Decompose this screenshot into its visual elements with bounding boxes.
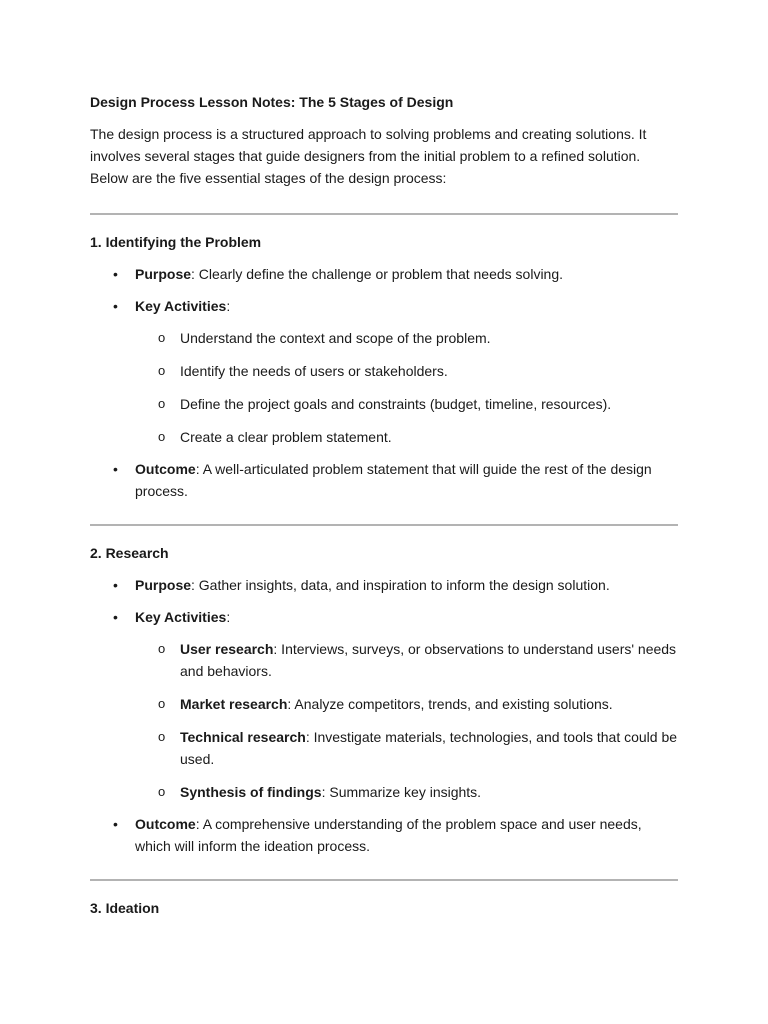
section-divider — [90, 879, 678, 881]
document-page — [90, 91, 678, 941]
activities-suffix: : — [226, 298, 231, 314]
purpose-text: : Clearly define the challenge or problem that needs solving. — [191, 266, 564, 282]
outcome-label: Outcome — [135, 816, 196, 832]
activity-text: : Interviews, surveys, or observations to understand users' needs and behaviors. — [180, 641, 677, 679]
bullet-icon: • — [113, 461, 118, 477]
outcome-text: : A comprehensive understanding of the problem space and user needs, which will inform the ideation process. — [135, 816, 642, 854]
section-identifying-problem — [90, 231, 678, 502]
circle-bullet-icon: o — [158, 729, 166, 744]
bullet-list — [90, 574, 678, 857]
list-item — [135, 426, 678, 448]
bullet-icon: • — [113, 266, 118, 282]
outcome-text: : A well-articulated problem statement that will guide the rest of the design process. — [135, 461, 652, 499]
document-title: Design Process Lesson Notes: The 5 Stages of Design — [90, 94, 454, 110]
activity-label: Synthesis of findings — [180, 784, 322, 800]
activity-text: Define the project goals and constraints (budget, timeline, resources). — [180, 396, 612, 412]
bullet-icon: • — [113, 816, 118, 832]
outcome-label: Outcome — [135, 461, 196, 477]
activity-text: : Investigate materials, technologies, and tools that could be used. — [180, 729, 678, 767]
circle-bullet-icon: o — [158, 396, 166, 411]
circle-bullet-icon: o — [158, 330, 166, 345]
activities-label: Key Activities — [135, 298, 227, 314]
circle-bullet-icon: o — [158, 641, 166, 656]
sub-bullet-list — [135, 327, 678, 448]
section-heading: 2. Research — [90, 545, 169, 561]
activity-text: : Summarize key insights. — [321, 784, 482, 800]
activity-label: Market research — [180, 696, 288, 712]
sub-bullet-list — [135, 638, 678, 803]
section-heading: 3. Ideation — [90, 900, 160, 916]
circle-bullet-icon: o — [158, 784, 166, 799]
bullet-icon: • — [113, 609, 118, 625]
list-item — [135, 726, 678, 770]
section-divider — [90, 524, 678, 526]
list-item-purpose — [90, 574, 678, 596]
section-research — [90, 542, 678, 857]
bullet-icon: • — [113, 577, 118, 593]
list-item — [135, 693, 678, 715]
circle-bullet-icon: o — [158, 429, 166, 444]
activities-label: Key Activities — [135, 609, 227, 625]
list-item-outcome — [90, 458, 678, 502]
activity-text: : Analyze competitors, trends, and existing solutions. — [287, 696, 613, 712]
activity-text: Identify the needs of users or stakeholders. — [180, 363, 448, 379]
intro-paragraph: The design process is a structured approach to solving problems and creating solutions. It involves several stages that guide designers from the initial problem to a refined solution. Below are the five essential stages of the design process: — [90, 126, 647, 186]
activities-suffix: : — [226, 609, 231, 625]
list-item — [135, 638, 678, 682]
circle-bullet-icon: o — [158, 696, 166, 711]
list-item — [135, 360, 678, 382]
purpose-label: Purpose — [135, 577, 192, 593]
list-item — [135, 781, 678, 803]
bullet-icon: • — [113, 298, 118, 314]
purpose-text: : Gather insights, data, and inspiration to inform the design solution. — [191, 577, 610, 593]
list-item — [135, 327, 678, 349]
activity-text: Understand the context and scope of the problem. — [180, 330, 491, 346]
list-item-purpose — [90, 263, 678, 285]
section-heading: 1. Identifying the Problem — [90, 234, 262, 250]
list-item-key-activities — [90, 606, 678, 803]
activity-text: Create a clear problem statement. — [180, 429, 392, 445]
list-item — [135, 393, 678, 415]
bullet-list — [90, 263, 678, 502]
list-item-key-activities — [90, 295, 678, 448]
list-item-outcome — [90, 813, 678, 857]
purpose-label: Purpose — [135, 266, 192, 282]
activity-label: Technical research — [180, 729, 306, 745]
section-divider — [90, 213, 678, 215]
circle-bullet-icon: o — [158, 363, 166, 378]
activity-label: User research — [180, 641, 274, 657]
section-ideation — [90, 897, 678, 919]
